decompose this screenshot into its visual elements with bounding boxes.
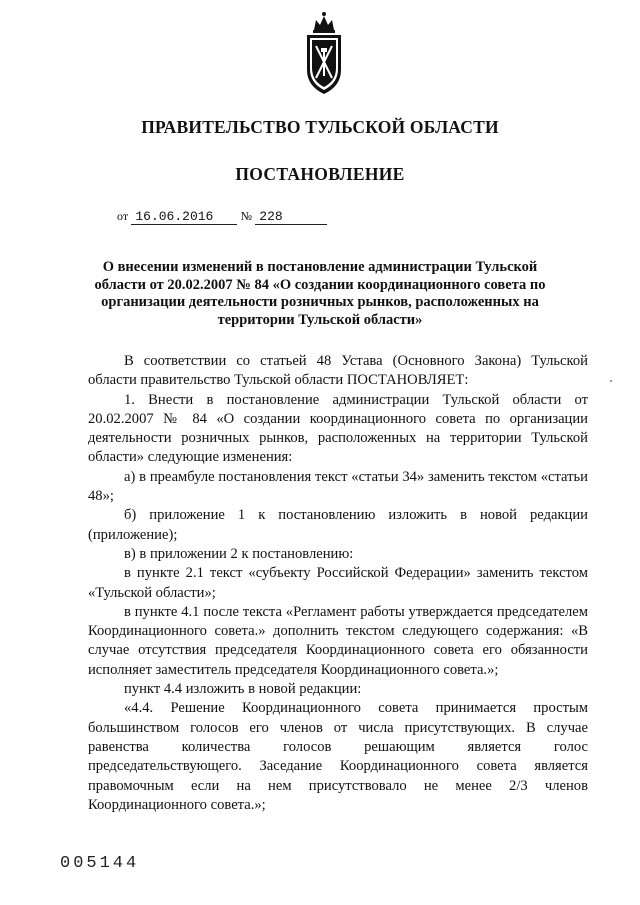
body-paragraph: в пункте 2.1 текст «субъекту Российской Федерации» заменить текстом «Тульской области»; [88,565,588,601]
date-number-line [117,208,327,225]
number-prefix: № [240,209,253,223]
date-prefix: от [117,209,129,223]
document-type: ПОСТАНОВЛЕНИЕ [235,164,405,184]
serial-number: 005144 [60,854,140,873]
body-paragraph: а) в преамбуле постановления текст «статьи 34» заменить текстом «статьи 48»; [88,468,588,505]
document-body [88,352,588,815]
document-date: 16.06.2016 [131,210,237,225]
document-subject: О внесении изменений в постановление администрации Тульской области от 20.02.2007 № 84 «О создании координационного совета по организации деятельности розничных рынков, расположенных на территории Тульской области» [94,259,546,328]
scan-speck [610,380,612,382]
body-paragraph: 1. Внести в постановление администрации Тульской области от 20.02.2007 № 84 «О создании координационного совета по организации деятельности розничных рынков, расположенных на территории Тульской области» следующие изменения: [88,391,588,466]
document-number: 228 [255,210,327,225]
government-title: ПРАВИТЕЛЬСТВО ТУЛЬСКОЙ ОБЛАСТИ [141,117,499,137]
tula-coat-of-arms-icon [300,8,348,98]
body-paragraph: в пункте 4.1 после текста «Регламент работы утверждается председателем Координационного совета.» дополнить текстом следующего содержания: «В случае отсутствия председателя Координационного совета его обязанности исполняет заместитель председателя Координационного совета.»; [88,603,588,678]
body-paragraph: б) приложение 1 к постановлению изложить в новой редакции (приложение); [88,507,588,543]
body-paragraph: «4.4. Решение Координационного совета принимается простым большинством голосов его членов от числа присутствующих. В случае равенства количества голосов решающим является голос председательствующего. Заседание Координационного совета является правомочным если на нем присутствовало не менее 2/3 членов Координационного совета.»; [88,700,588,813]
body-paragraph: В соответствии со статьей 48 Устава (Основного Закона) Тульской области правительство Тульской области ПОСТАНОВЛЯЕТ: [88,353,588,389]
body-paragraph: пункт 4.4 изложить в новой редакции: [124,681,362,698]
body-paragraph: в) в приложении 2 к постановлению: [124,545,354,562]
